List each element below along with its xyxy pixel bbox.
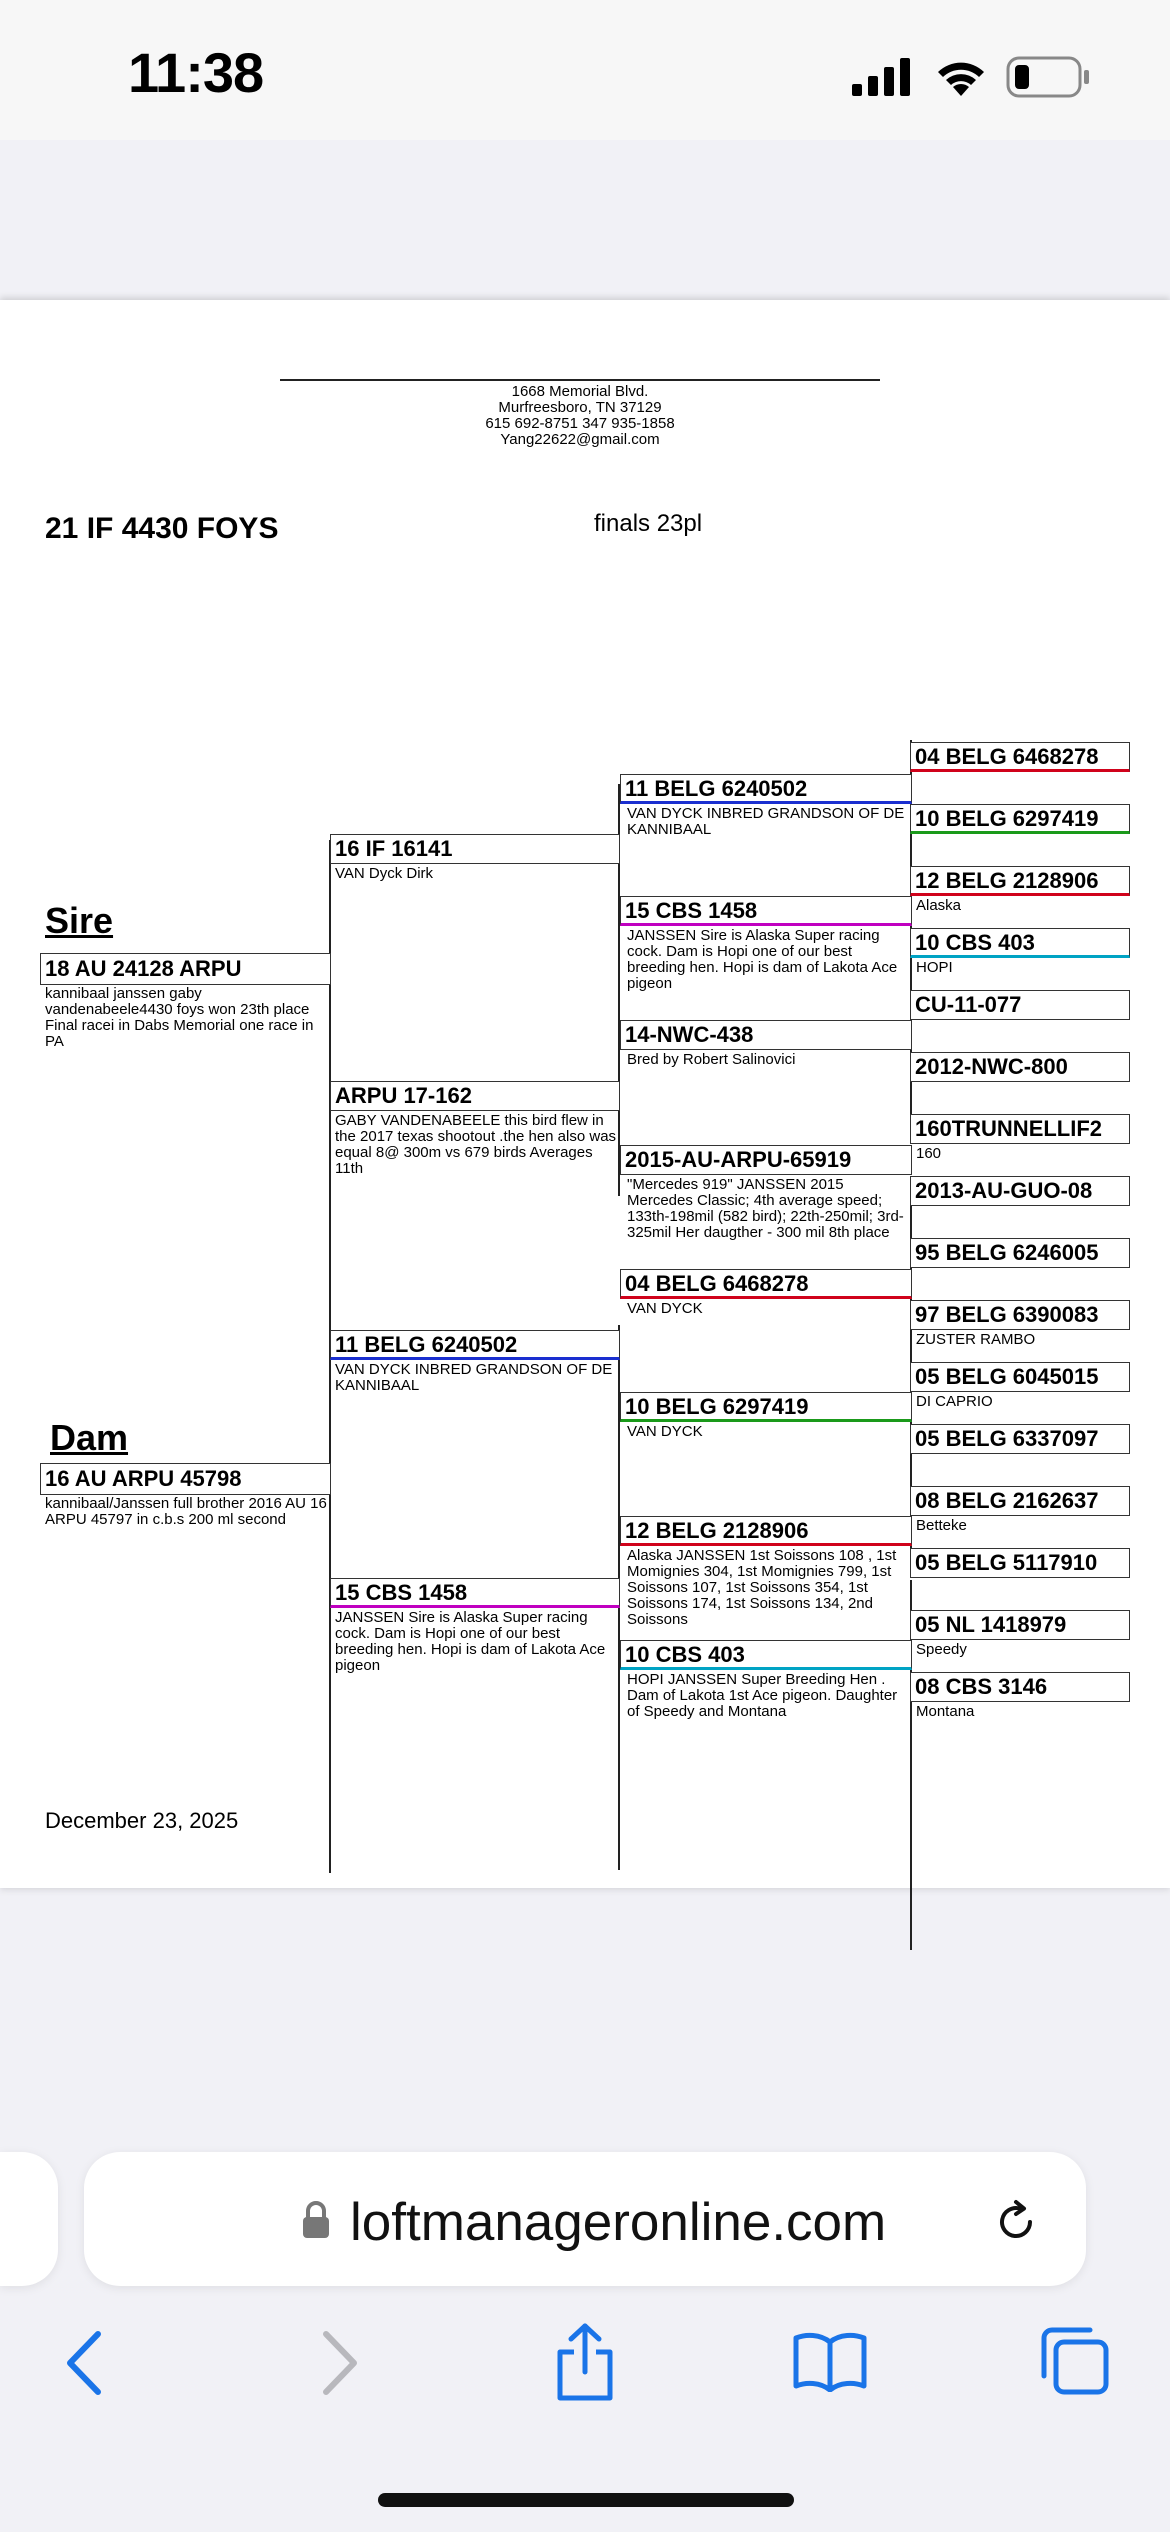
gen4-box[interactable]: 2013-AU-GUO-08: [910, 1176, 1130, 1206]
gen2-note: VAN Dyck Dirk: [335, 866, 434, 882]
gen4-box[interactable]: 160TRUNNELLIF2: [910, 1114, 1130, 1144]
gen4-box[interactable]: 08 CBS 3146: [910, 1672, 1130, 1702]
reload-icon[interactable]: [990, 2196, 1042, 2248]
gen3-box[interactable]: 12 BELG 2128906: [620, 1516, 912, 1546]
sire-note: kannibaal janssen gaby vandenabeele4430 foys won 23th place Final racei in Dabs Memorial one race in PA: [45, 986, 314, 1050]
gen4-box[interactable]: 05 BELG 6337097: [910, 1424, 1130, 1454]
forward-icon: [318, 2330, 362, 2396]
gen3-box[interactable]: 15 CBS 1458: [620, 896, 912, 926]
gen4-note: 160: [916, 1146, 942, 1162]
gen2-note: VAN DYCK INBRED GRANDSON OF DE KANNIBAAL: [335, 1362, 613, 1394]
sire-label: Sire: [45, 900, 114, 941]
gen3-box[interactable]: 2015-AU-ARPU-65919: [620, 1145, 912, 1175]
dam-note: kannibaal/Janssen full brother 2016 AU 16 ARPU 45797 in c.b.s 200 ml second: [45, 1496, 327, 1528]
gen3-box[interactable]: 10 BELG 6297419: [620, 1392, 912, 1422]
gen3-note: "Mercedes 919" JANSSEN 2015 Mercedes Classic; 4th average speed; 133th-198mil (582 bird); 22th-250mil; 3rd-325mil Her daugther - 300 mil 8th place: [627, 1177, 904, 1241]
tabs-icon[interactable]: [1040, 2326, 1110, 2396]
dam-id[interactable]: 16 AU ARPU 45798: [40, 1463, 331, 1495]
gen4-note: Montana: [916, 1704, 975, 1720]
bookmarks-icon[interactable]: [792, 2330, 868, 2392]
gen3-note: JANSSEN Sire is Alaska Super racing cock. Dam is Hopi one of our best breeding hen. Hopi is dam of Lakota Ace pigeon: [627, 928, 898, 992]
gen2-box[interactable]: ARPU 17-162: [330, 1081, 620, 1111]
cellular-signal-icon: [852, 58, 914, 96]
gen4-box[interactable]: CU-11-077: [910, 990, 1130, 1020]
breeder-address: 1668 Memorial Blvd. Murfreesboro, TN 37129 615 692-8751 347 935-1858 Yang22622@gmail.com: [485, 383, 675, 448]
share-icon[interactable]: [552, 2322, 618, 2402]
gen3-box[interactable]: 11 BELG 6240502: [620, 774, 912, 804]
gen2-box[interactable]: 15 CBS 1458: [330, 1578, 620, 1608]
gen4-box[interactable]: 05 BELG 6045015: [910, 1362, 1130, 1392]
sire-id[interactable]: 18 AU 24128 ARPU: [40, 953, 331, 985]
gen4-box[interactable]: 05 BELG 5117910: [910, 1548, 1130, 1578]
signature-line: [280, 379, 880, 381]
document-date: December 23, 2025: [45, 1808, 239, 1833]
battery-icon: [1006, 56, 1090, 98]
gen4-box[interactable]: 10 CBS 403: [910, 928, 1130, 958]
gen3-box[interactable]: 04 BELG 6468278: [620, 1269, 912, 1299]
gen4-box[interactable]: 12 BELG 2128906: [910, 866, 1130, 896]
back-icon[interactable]: [62, 2330, 106, 2396]
gen4-box[interactable]: 04 BELG 6468278: [910, 742, 1130, 772]
gen4-box[interactable]: 10 BELG 6297419: [910, 804, 1130, 834]
gen3-note: HOPI JANSSEN Super Breeding Hen . Dam of Lakota 1st Ace pigeon. Daughter of Speedy and Montana: [627, 1672, 898, 1720]
gen3-note: VAN DYCK: [627, 1424, 703, 1440]
gen2-box[interactable]: 11 BELG 6240502: [330, 1330, 620, 1360]
gen4-note: ZUSTER RAMBO: [916, 1332, 1036, 1348]
gen3-box[interactable]: 14-NWC-438: [620, 1020, 912, 1050]
bird-subtitle: finals 23pl: [594, 510, 703, 537]
previous-tab-peek[interactable]: [0, 2152, 58, 2286]
gen4-note: HOPI: [916, 960, 953, 976]
gen2-box[interactable]: 16 IF 16141: [330, 834, 620, 864]
status-bar: [0, 0, 1170, 140]
gen4-note: Betteke: [916, 1518, 967, 1534]
status-time: 11:38: [128, 41, 264, 104]
dam-label: Dam: [50, 1417, 129, 1458]
lock-icon: [300, 2200, 332, 2240]
url-text[interactable]: loftmanageronline.com: [350, 2193, 887, 2252]
home-indicator[interactable]: [378, 2493, 794, 2507]
gen3-note: Alaska JANSSEN 1st Soissons 108 , 1st Momignies 304, 1st Momignies 799, 1st Soissons 107, 1st Soissons 354, 1st Soissons 174, 1st Soissons 134, 2nd Soissons: [627, 1548, 897, 1628]
gen4-note: Alaska: [916, 898, 962, 914]
gen4-note: DI CAPRIO: [916, 1394, 993, 1410]
gen4-box[interactable]: 05 NL 1418979: [910, 1610, 1130, 1640]
gen3-note: VAN DYCK INBRED GRANDSON OF DE KANNIBAAL: [627, 806, 905, 838]
gen3-note: Bred by Robert Salinovici: [627, 1052, 796, 1068]
bird-id: 21 IF 4430 FOYS: [45, 512, 279, 545]
gen2-note: JANSSEN Sire is Alaska Super racing cock. Dam is Hopi one of our best breeding hen. Hopi is dam of Lakota Ace pigeon: [335, 1610, 606, 1674]
gen4-note: Speedy: [916, 1642, 967, 1658]
pedigree-document: [0, 300, 1170, 1888]
gen2-note: GABY VANDENABEELE this bird flew in the 2017 texas shootout .the hen also was equal 8@ 300m vs 679 birds Averages 11th: [335, 1113, 617, 1177]
gen3-note: VAN DYCK: [627, 1301, 703, 1317]
gen4-box[interactable]: 08 BELG 2162637: [910, 1486, 1130, 1516]
gen3-box[interactable]: 10 CBS 403: [620, 1640, 912, 1670]
gen4-box[interactable]: 97 BELG 6390083: [910, 1300, 1130, 1330]
gen4-box[interactable]: 2012-NWC-800: [910, 1052, 1130, 1082]
wifi-icon: [934, 56, 988, 98]
gen4-box[interactable]: 95 BELG 6246005: [910, 1238, 1130, 1268]
